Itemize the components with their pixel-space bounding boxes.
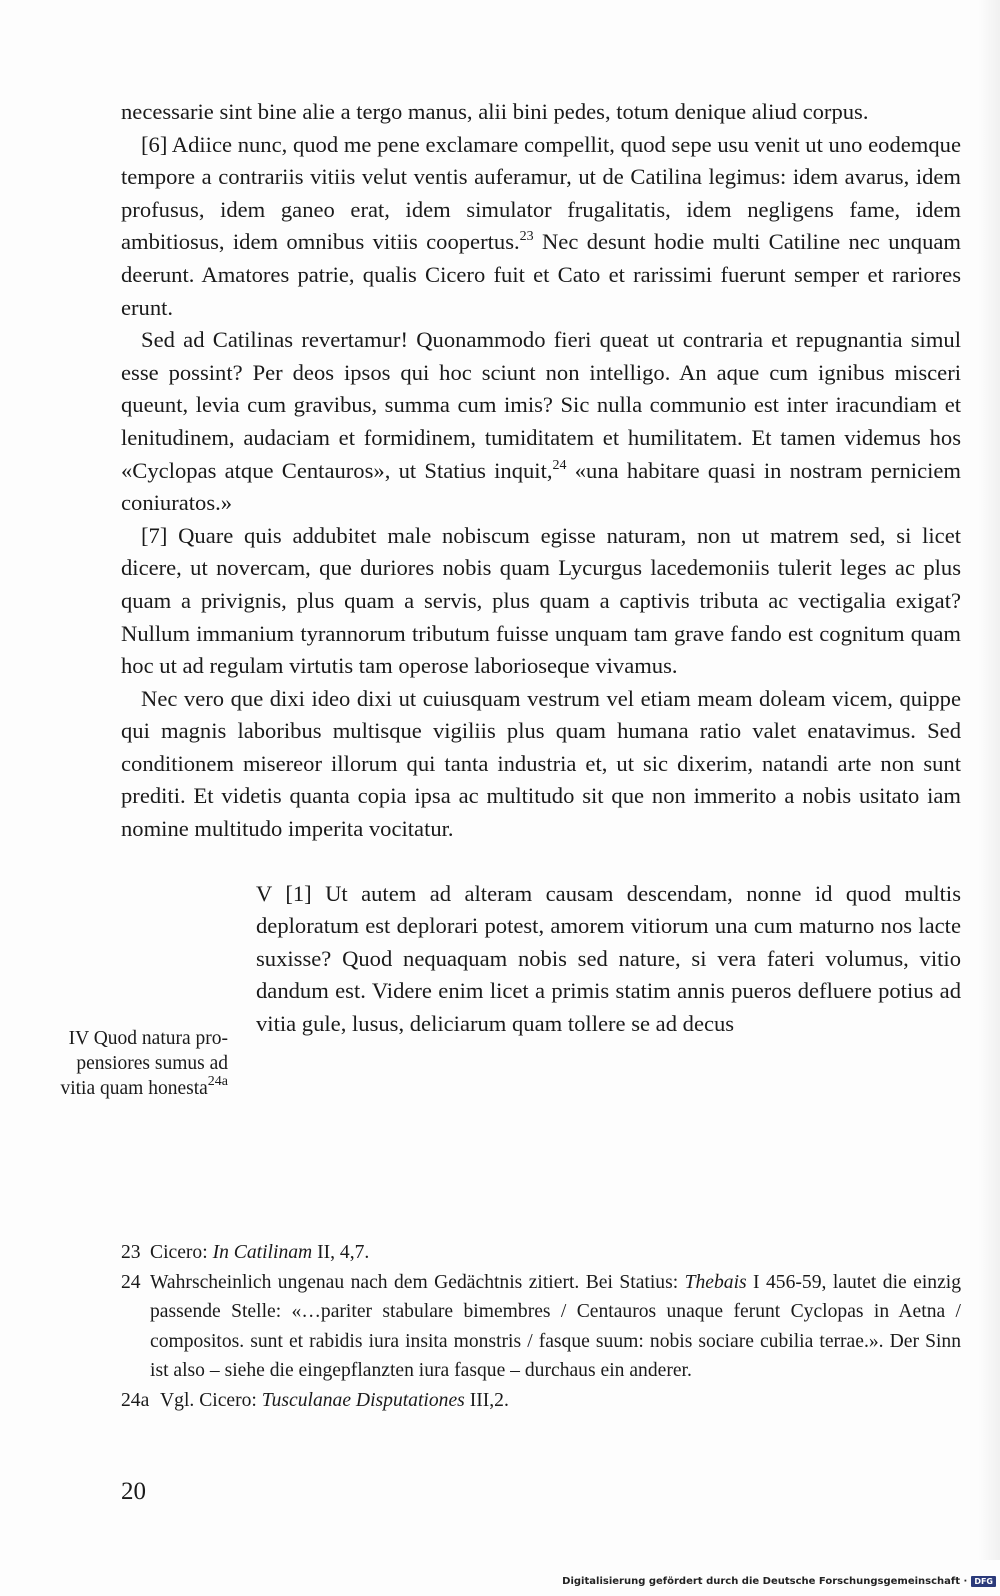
work-title: In Catilinam: [212, 1242, 313, 1263]
footer-text: Digitalisierung gefördert durch die Deutsche Forschungsgemeinschaft ·: [562, 1576, 968, 1587]
footnote-text: Wahrscheinlich ungenau nach dem Gedächtnis zitiert. Bei Statius:: [150, 1271, 685, 1293]
paragraph-nec: Nec vero que dixi ideo dixi ut cuiusquam vestrum vel etiam meam doleam vicem, quippe qui magnis laboribus multisque vigiliis plus quam humana ratio valet enatavimus. Sed conditionem misereor illorum qui tanta industria et, ut sic dixerim, natandi arte non sunt prediti. Et videtis quanta copia ipsa ac multitudo sit que non immerito a nobis usitato iam nomine multitudo imperita vocitatur.: [121, 685, 961, 842]
footnote-text: III,2.: [464, 1389, 509, 1411]
footnote-23: [121, 1238, 961, 1268]
paragraph-sed-text: Sed ad Catilinas revertamur! Quonammodo fieri queat ut contraria et repugnantia simul esse possint? Per deos ipsos qui hoc sciunt non intelligo. An aque cum ignibus misceri queunt, levia cum gravibus, summa cum imis? Sic nulla communio est inter iracundiam et lenitudinem, audaciam et formidinem, tumiditatem et humilitatem. Et tamen videmus hos «Cyclopas atque Centauros», ut Statius inquit,: [121, 327, 961, 483]
page-number: 20: [121, 1478, 146, 1505]
page-edge-shadow: [978, 0, 1000, 1560]
margin-note-line-3: [14, 1076, 228, 1101]
margin-note-line-1: IV Quod natura pro-: [68, 1028, 228, 1049]
dfg-logo: DFG: [971, 1576, 996, 1587]
footnote-ref-23[interactable]: 23: [519, 229, 534, 245]
footnote-text: Vgl. Cicero:: [160, 1389, 262, 1411]
footnote-number: 24: [121, 1271, 141, 1293]
footnote-text: I 456-59, lautet die einzig passende Stelle: «…pariter stabulare bimembres / Centauros unaque ferunt Cyclopas in Aetna / compositos. sunt et rabidis iura insita monstris / fasque suum: nobis sociare cubilia terrae.». Der Sinn ist also – siehe die eingepflanzten iura fasque – durchaus ein anderer.: [150, 1271, 962, 1381]
margin-note-line-3-text: vitia quam honesta: [60, 1078, 208, 1099]
main-text: [121, 96, 961, 1041]
margin-note-line-2: pensiores sumus ad: [76, 1053, 228, 1074]
footnote-body: [150, 1238, 961, 1268]
paragraph-sed: [121, 324, 961, 520]
work-title: Tusculanae Disputationes: [261, 1389, 465, 1411]
paragraph-6-tail: Nec desunt hodie multi Catiline nec unquam deerunt. Amatores patrie, qualis Cicero fuit et Cato et rarissimi fuerunt semper et rariores erunt.: [121, 229, 961, 320]
paragraph-6: [121, 129, 961, 325]
footnotes: [121, 1238, 961, 1415]
paragraph-6-text: [6] Adiice nunc, quod me pene exclamare compellit, quod sepe usu venit ut uno eodemque tempore a contrariis vitiis velut ventis auferamur, ut de Catilina legimus: idem avarus, idem profusus, idem ganeo erat, idem simulator frugalitatis, idem negligens fame, idem ambitiosus, idem omnibus vitiis coopertus.: [121, 131, 961, 255]
margin-note: [14, 1026, 228, 1101]
footnote-body: [150, 1268, 961, 1386]
footnote-body: [160, 1386, 961, 1416]
paragraph-continuation: necessarie sint bine alie a tergo manus, alii bini pedes, totum denique aliud corpus.: [121, 99, 869, 124]
paragraph-sed-tail: «una habitare quasi in nostram perniciem coniuratos.»: [121, 457, 961, 516]
footnote-text: Cicero:: [150, 1242, 213, 1263]
footnote-24a: [121, 1386, 961, 1416]
work-title: Thebais: [684, 1271, 747, 1293]
footnote-ref-24[interactable]: 24: [552, 457, 567, 473]
footnote-24: [121, 1268, 961, 1386]
paragraph-chapter-v: V [1] Ut autem ad alteram causam descendam, nonne id quod multis deploratum est deplorari potest, amorem vitiorum una cum maturno nos lacte suxisse? Quod nequaquam nobis sed nature, si vera fateri volumus, vitio dandum est. Videre enim licet a primis statim annis pueros defluere potius ad vitia gule, lusus, deliciarum quam tollere se ad decus: [256, 880, 961, 1037]
footnote-number: 23: [121, 1242, 141, 1263]
footnote-text: II, 4,7.: [312, 1242, 370, 1263]
paragraph-7: [7] Quare quis addubitet male nobiscum egisse naturam, non ut matrem sed, si licet dicere, ut novercam, que duriores nobis quam Lycurgus lacedemoniis tulerit leges ac plus quam a privignis, plus quam a servis, plus quam a captivis tributa ac vectigalia exigat? Nullum immanium tyrannorum tributum fuisse unquam tam grave fando est cognitum quam hoc ut ad regulam virtutis tam operose laborioseque vivamus.: [121, 522, 961, 679]
footnote-number: 24a: [121, 1389, 150, 1411]
footnote-ref-24a[interactable]: 24a: [207, 1074, 228, 1089]
digitization-footer: [562, 1576, 1000, 1587]
